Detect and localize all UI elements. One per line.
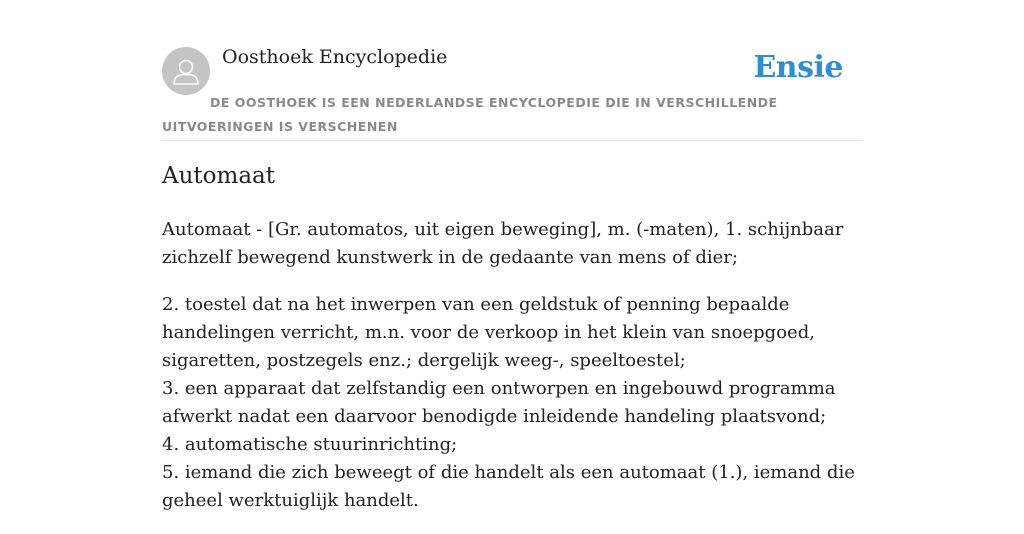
site-subtitle: DE OOSTHOEK IS EEN NEDERLANDSE ENCYCLOPEDIE DIE IN VERSCHILLENDE UITVOERINGEN IS VERSCHENEN (162, 95, 778, 134)
ensie-logo-link[interactable]: Ensie (753, 50, 843, 85)
definition-item: 2. toestel dat na het inwerpen van een geldstuk of penning bepaalde handelingen verricht, m.n. voor de verkoop in het klein van snoepgoed, sigaretten, postzegels enz.; dergelijk weeg-, speeltoestel; (162, 294, 815, 371)
definition-paragraph-1: Automaat - [Gr. automatos, uit eigen beweging], m. (-maten), 1. schijnbaar zichzelf bewegend kunstwerk in de gedaante van mens of dier; (162, 219, 844, 268)
site-title-link[interactable]: Oosthoek Encyclopedie (222, 46, 448, 68)
definition-item: 3. een apparaat dat zelfstandig een ontworpen en ingebouwd programma afwerkt nadat een daarvoor benodigde inleidende handeling plaatsvond; (162, 378, 836, 427)
page (162, 0, 862, 511)
entry-body (162, 216, 862, 534)
header (162, 0, 862, 141)
user-avatar-icon[interactable] (162, 47, 210, 95)
definition-list (162, 291, 862, 515)
definition-item: 4. automatische stuurinrichting; (162, 434, 458, 455)
entry-title: Automaat (162, 163, 275, 189)
definition-item: 5. iemand die zich beweegt of die handelt als een automaat (1.), iemand die geheel werktuiglijk handelt. (162, 462, 855, 511)
